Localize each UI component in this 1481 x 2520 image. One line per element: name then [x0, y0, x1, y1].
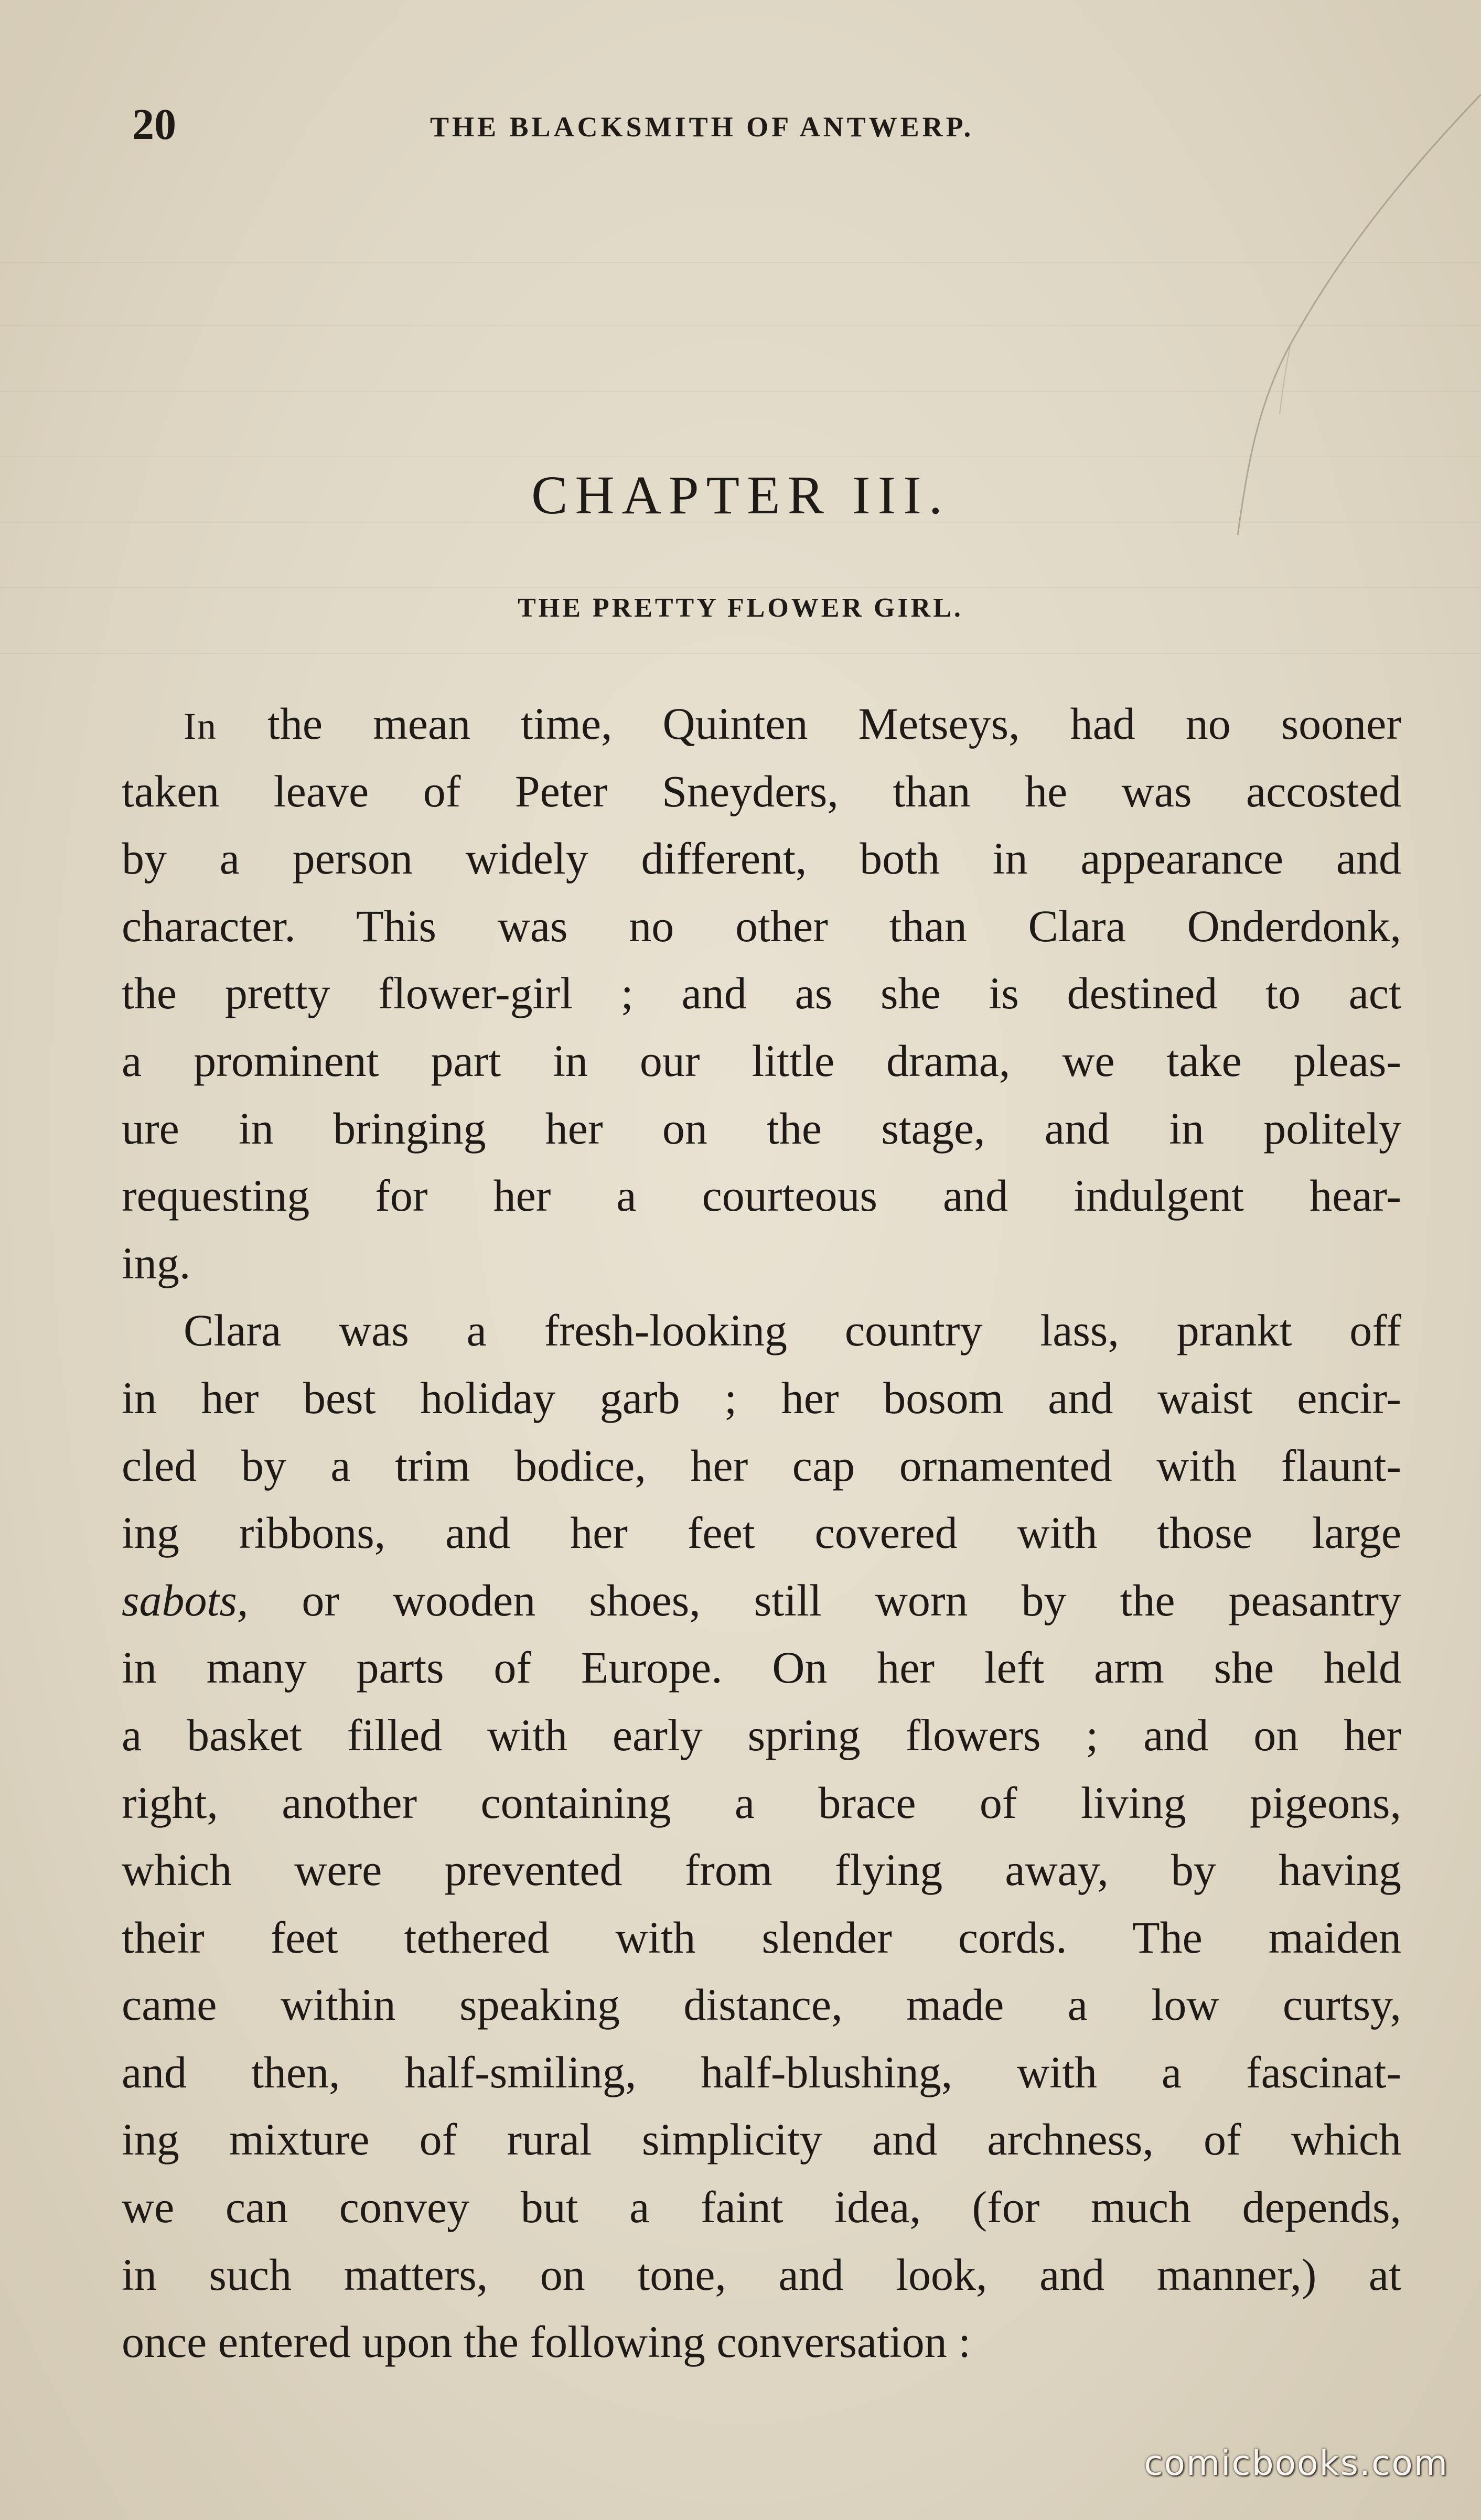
text-line: a basket filled with early spring flowers ; and on her — [122, 1709, 1401, 1760]
text-line: in such matters, on tone, and look, and manner,) at — [122, 2249, 1401, 2300]
text-line: the pretty flower-girl ; and as she is destined to act — [122, 968, 1401, 1019]
text-line: and then, half-smiling, half-blushing, with a fascinat- — [122, 2047, 1401, 2097]
chapter-subtitle: THE PRETTY FLOWER GIRL. — [518, 593, 963, 623]
body-text — [122, 690, 1401, 2376]
text-line: taken leave of Peter Sneyders, than he was accosted — [122, 766, 1401, 816]
text-line: right, another containing a brace of living pigeons, — [122, 1777, 1401, 1828]
book-title: THE BLACKSMITH OF ANTWERP. — [430, 111, 974, 143]
text-line: we can convey but a faint idea, (for much depends, — [122, 2182, 1401, 2233]
page-number: 20 — [132, 100, 176, 149]
text-line: in many parts of Europe. On her left arm she held — [122, 1642, 1401, 1693]
paragraph-1 — [122, 690, 1401, 1297]
text-line: in her best holiday garb ; her bosom and waist encir- — [122, 1372, 1401, 1423]
text-line: a prominent part in our little drama, we take pleas- — [122, 1035, 1401, 1086]
text-line: requesting for her a courteous and indulgent hear- — [122, 1170, 1401, 1221]
text-line: ure in bringing her on the stage, and in politely — [122, 1103, 1401, 1154]
text-line — [122, 690, 1401, 758]
line-text: or wooden shoes, still worn by the peasantry — [248, 1575, 1401, 1625]
text-line: which were prevented from flying away, by having — [122, 1845, 1401, 1896]
drop-cap-word: In — [184, 705, 217, 747]
text-line: came within speaking distance, made a low curtsy, — [122, 1979, 1401, 2030]
text-line: cled by a trim bodice, her cap ornamented with flaunt- — [122, 1440, 1401, 1491]
italic-word: sabots, — [122, 1575, 249, 1625]
text-line: ing ribbons, and her feet covered with those large — [122, 1507, 1401, 1558]
line-text: the mean time, Quinten Metseys, had no sooner — [217, 698, 1401, 749]
text-line: Clara was a fresh-looking country lass, prankt off — [184, 1305, 1401, 1356]
watermark: comicbooks.com — [1144, 2443, 1448, 2483]
text-line: once entered upon the following conversation : — [122, 2317, 971, 2367]
text-line: character. This was no other than Clara Onderdonk, — [122, 900, 1401, 951]
text-line: their feet tethered with slender cords. The maiden — [122, 1912, 1401, 1963]
running-head — [0, 99, 1481, 161]
text-line: by a person widely different, both in appearance and — [122, 833, 1401, 884]
text-line — [122, 1567, 1401, 1634]
text-line: ing mixture of rural simplicity and archness, of which — [122, 2114, 1401, 2165]
text-line: ing. — [122, 1237, 191, 1288]
paragraph-2 — [122, 1297, 1401, 2376]
chapter-title: CHAPTER III. — [531, 465, 950, 525]
